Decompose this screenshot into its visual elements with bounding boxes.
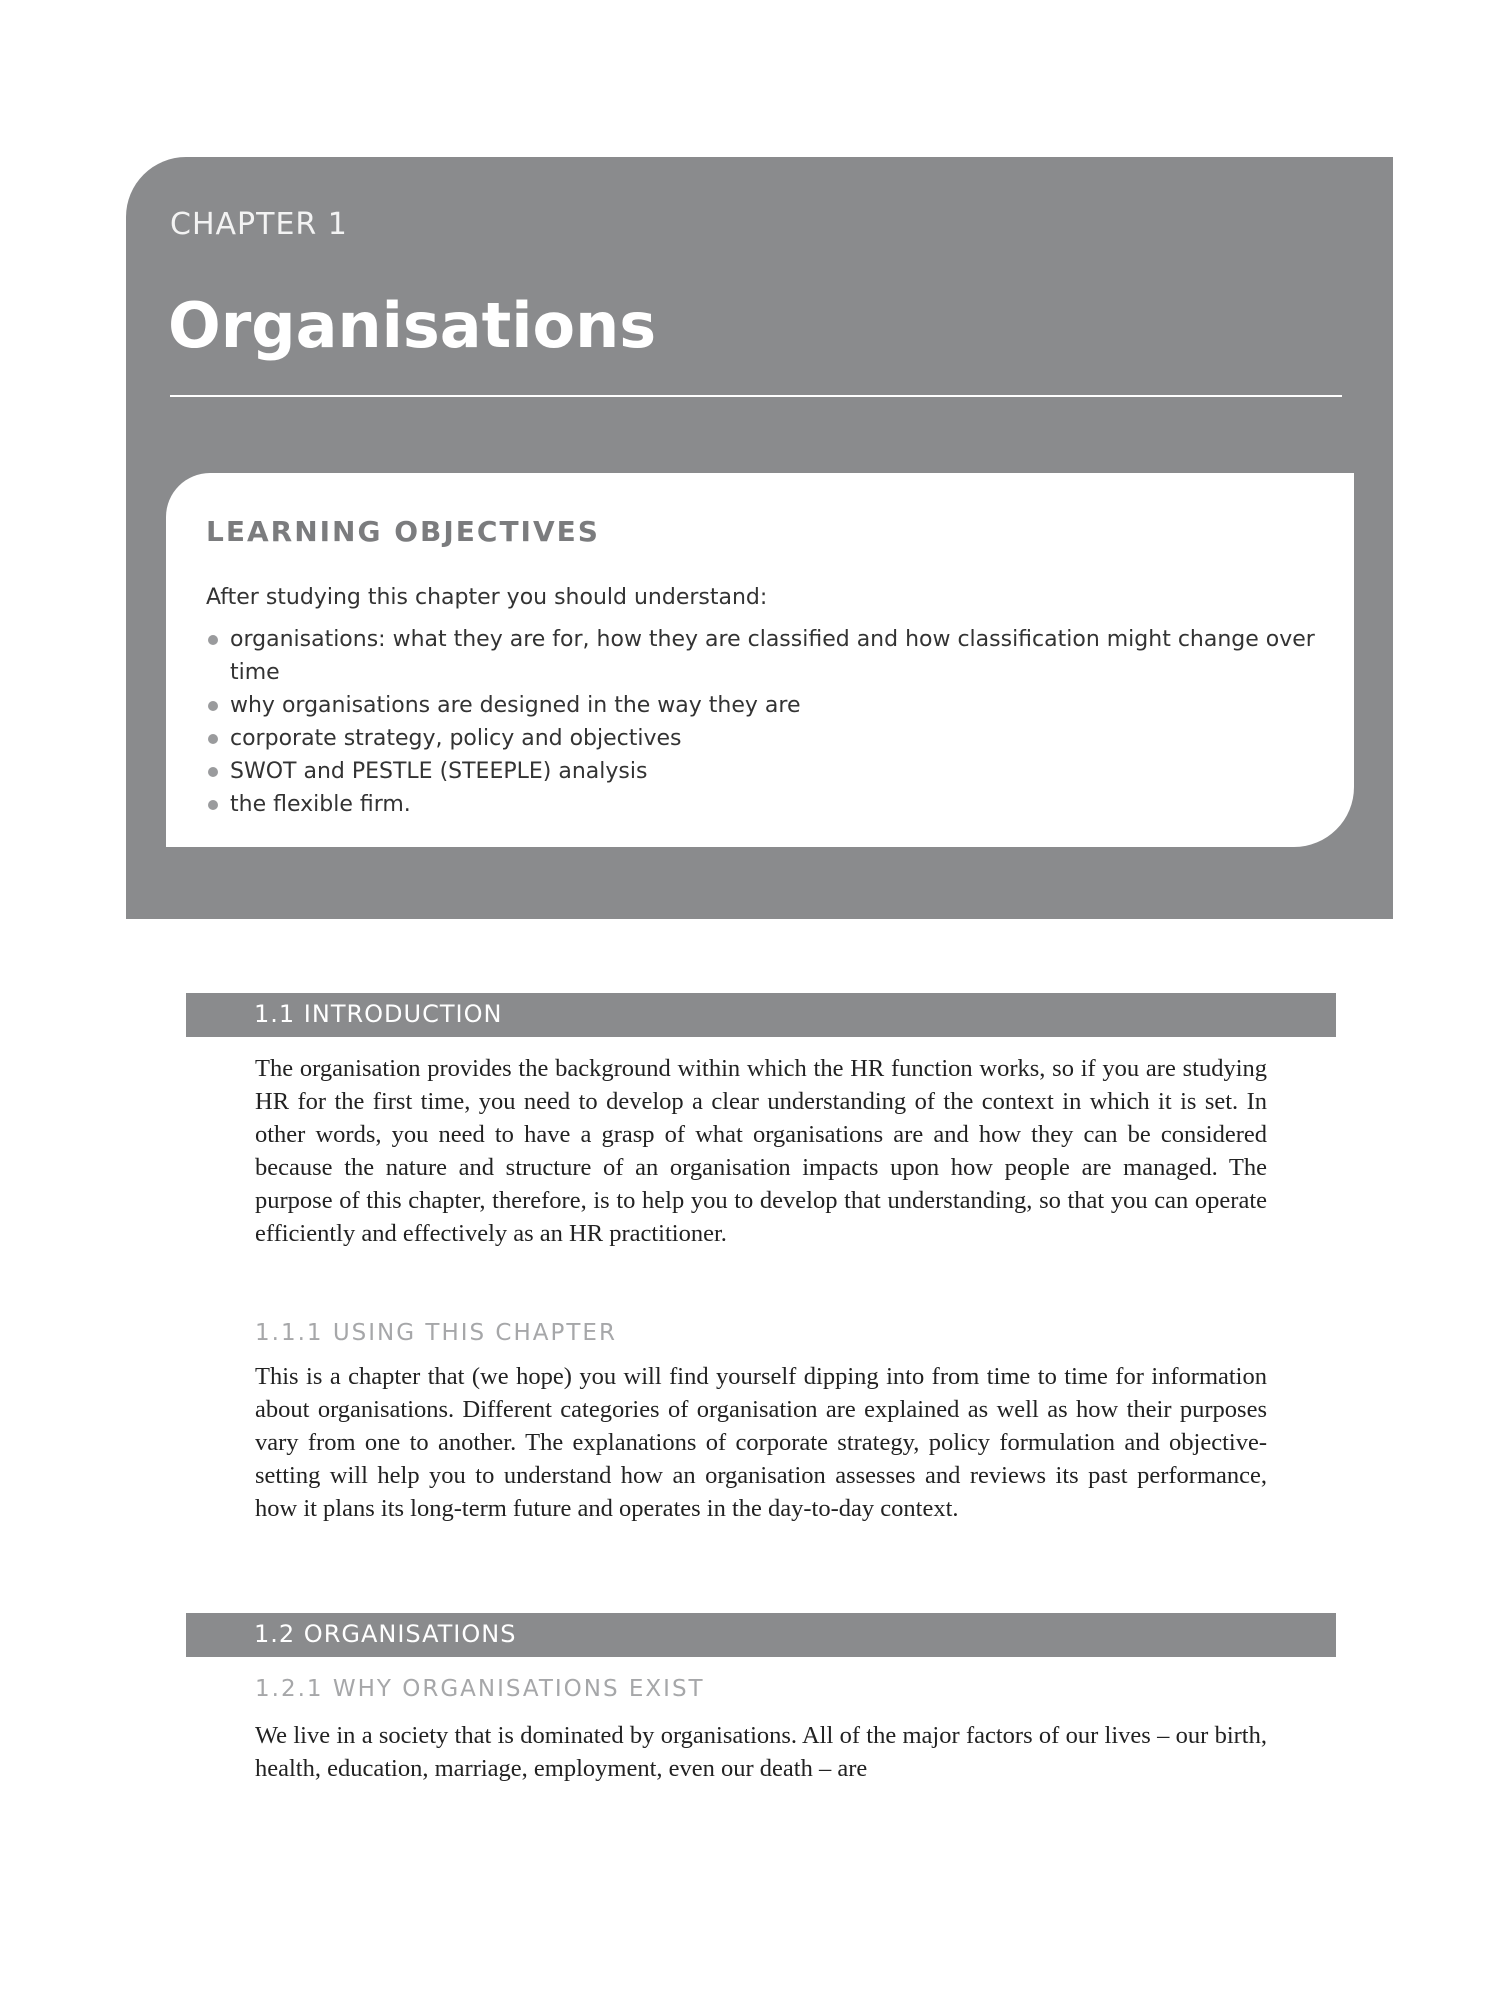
chapter-title: Organisations: [168, 289, 657, 362]
section-title: 1.2 ORGANISATIONS: [254, 1620, 517, 1648]
list-item: [206, 689, 1326, 722]
why-organisations-exist-paragraph: We live in a society that is dominated by organisations. All of the major factors of our lives – our birth, health, education, marriage, employment, even our death – are: [255, 1722, 1267, 1782]
subsection-heading-using-this-chapter: 1.1.1 USING THIS CHAPTER: [255, 1320, 617, 1346]
learning-objectives-heading: LEARNING OBJECTIVES: [206, 515, 600, 548]
list-item-text: organisations: what they are for, how they are classified and how classification might change over time: [230, 627, 1315, 685]
list-item: [206, 623, 1326, 689]
list-item: [206, 755, 1326, 788]
section-title: 1.1 INTRODUCTION: [254, 1000, 503, 1028]
bullet-icon: [208, 734, 218, 744]
list-item: [206, 722, 1326, 755]
bullet-icon: [208, 635, 218, 645]
list-item-text: the flexible firm.: [230, 792, 411, 817]
bullet-icon: [208, 767, 218, 777]
learning-objectives-intro: After studying this chapter you should understand:: [206, 585, 768, 610]
bullet-icon: [208, 800, 218, 810]
introduction-paragraph: The organisation provides the background within which the HR function works, so if you are studying HR for the first time, you need to develop a clear understanding of the context in which it is set. In other words, you need to have a grasp of what organisations are and how they can be considered because the nature and structure of an organisation impacts upon how people are managed. The purpose of this chapter, therefore, is to help you to develop that understanding, so that you can operate efficiently and effectively as an HR practitioner.: [255, 1055, 1267, 1247]
list-item-text: corporate strategy, policy and objectives: [230, 726, 682, 751]
learning-objectives-list: [206, 623, 1326, 821]
list-item-text: SWOT and PESTLE (STEEPLE) analysis: [230, 759, 648, 784]
chapter-label: CHAPTER 1: [170, 207, 348, 242]
list-item-text: why organisations are designed in the way they are: [230, 693, 801, 718]
list-item: [206, 788, 1326, 821]
learning-objectives-box: [166, 473, 1354, 847]
section-heading-organisations: [186, 1613, 1336, 1657]
section-heading-introduction: [186, 993, 1336, 1037]
subsection-heading-why-organisations-exist: 1.2.1 WHY ORGANISATIONS EXIST: [255, 1676, 705, 1702]
using-this-chapter-paragraph: This is a chapter that (we hope) you will find yourself dipping into from time to time for information about organisations. Different categories of organisation are explained as well as how their purposes vary from one to another. The explanations of corporate strategy, policy formulation and objective-setting will help you to understand how an organisation assesses and reviews its past performance, how it plans its long-term future and operates in the day-to-day context.: [255, 1363, 1267, 1522]
chapter-banner: [126, 157, 1393, 919]
bullet-icon: [208, 701, 218, 711]
chapter-divider: [170, 395, 1342, 397]
